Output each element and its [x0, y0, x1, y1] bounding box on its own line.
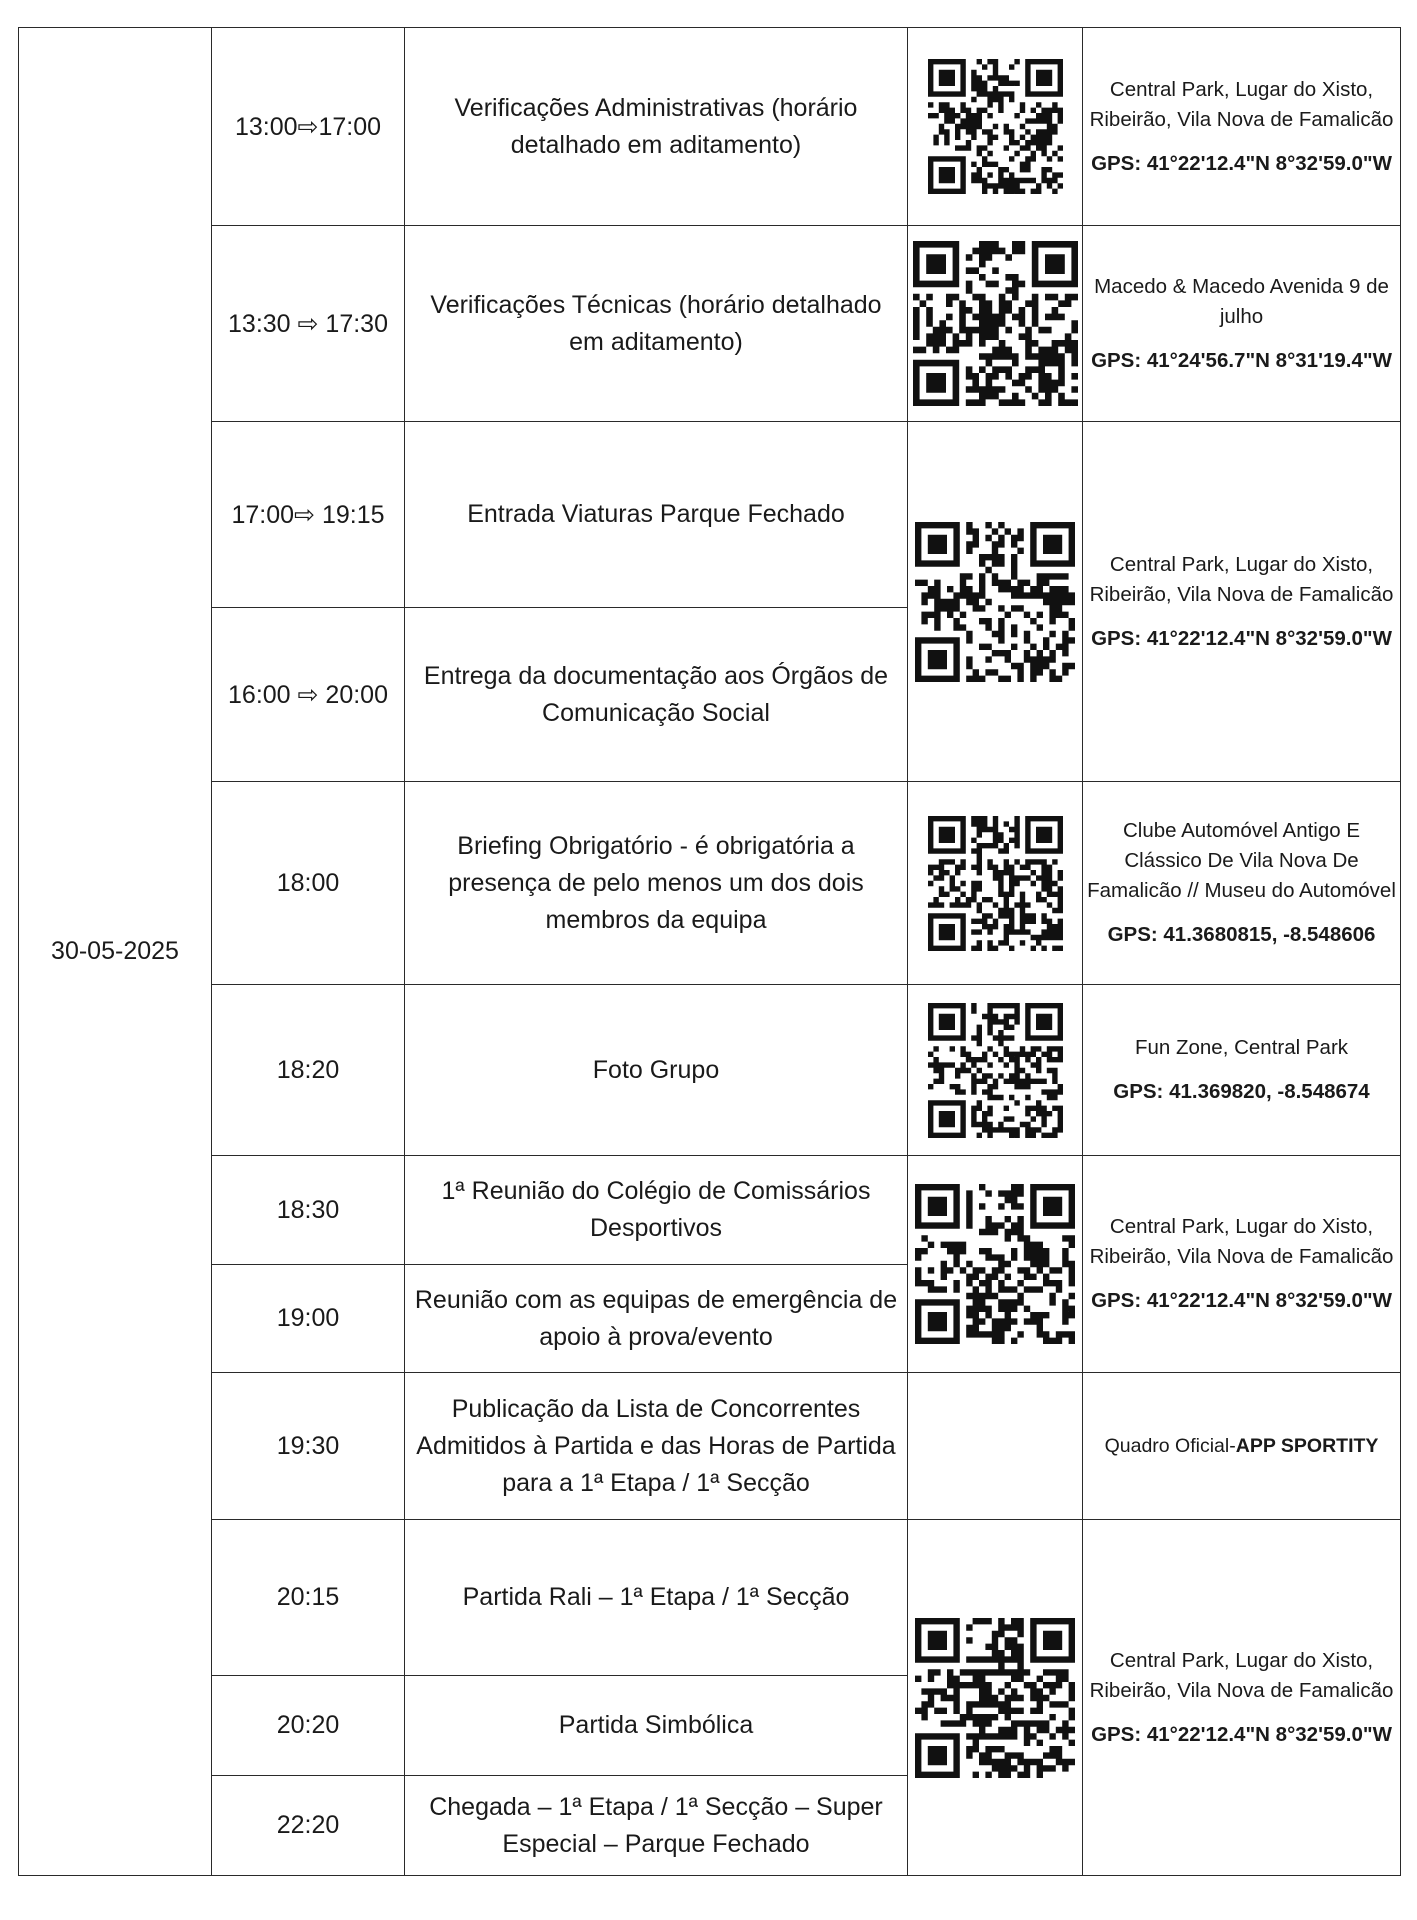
- qr-cell: [908, 1156, 1083, 1373]
- location-cell: [1083, 1373, 1401, 1520]
- location-cell: [1083, 782, 1401, 985]
- location-cell: [1083, 422, 1401, 782]
- activity-cell: 1ª Reunião do Colégio de Comissários Desportivos: [405, 1156, 908, 1265]
- location-address: Clube Automóvel Antigo E Clássico De Vila Nova De Famalicão // Museu do Automóvel: [1087, 819, 1396, 902]
- activity-cell: Chegada – 1ª Etapa / 1ª Secção – Super Especial – Parque Fechado: [405, 1776, 908, 1876]
- table-row: [19, 1156, 1401, 1265]
- location-gps: GPS: 41°22'12.4"N 8°32'59.0"W: [1091, 626, 1392, 650]
- qr-pattern: [915, 522, 1075, 682]
- empty-cell: [908, 1373, 1083, 1520]
- location-gps: GPS: 41°22'12.4"N 8°32'59.0"W: [1091, 1289, 1392, 1312]
- time-cell: 18:20: [212, 985, 405, 1156]
- qr-pattern: [913, 241, 1078, 406]
- table-row: [19, 226, 1401, 422]
- location-address: Central Park, Lugar do Xisto, Ribeirão, Vila Nova de Famalicão: [1089, 552, 1394, 606]
- schedule-table: [18, 27, 1401, 1876]
- qr-code-icon[interactable]: [915, 1184, 1075, 1344]
- qr-cell: [908, 28, 1083, 226]
- activity-cell: Verificações Técnicas (horário detalhado em aditamento): [405, 226, 908, 422]
- table-row: [19, 1520, 1401, 1676]
- activity-cell: Entrega da documentação aos Órgãos de Comunicação Social: [405, 608, 908, 782]
- time-cell: 13:30 ⇨ 17:30: [212, 226, 405, 422]
- location-gps: GPS: 41.369820, -8.548674: [1113, 1080, 1370, 1103]
- qr-cell: [908, 1520, 1083, 1876]
- qr-code-icon[interactable]: [913, 241, 1078, 406]
- location-address: Quadro Oficial-: [1104, 1435, 1236, 1457]
- location-address: Macedo & Macedo Avenida 9 de julho: [1094, 274, 1389, 328]
- table-row: [19, 422, 1401, 608]
- location-address: Central Park, Lugar do Xisto, Ribeirão, Vila Nova de Famalicão: [1089, 1648, 1394, 1702]
- time-cell: 19:30: [212, 1373, 405, 1520]
- activity-cell: Reunião com as equipas de emergência de apoio à prova/evento: [405, 1265, 908, 1373]
- qr-pattern: [915, 1618, 1075, 1778]
- activity-cell: Briefing Obrigatório - é obrigatória a presença de pelo menos um dos dois membros da equipa: [405, 782, 908, 985]
- activity-cell: Verificações Administrativas (horário detalhado em aditamento): [405, 28, 908, 226]
- qr-code-icon[interactable]: [915, 522, 1075, 682]
- table-row: [19, 985, 1401, 1156]
- table-row: [19, 28, 1401, 226]
- location-cell: [1083, 28, 1401, 226]
- qr-pattern: [915, 1184, 1075, 1344]
- qr-code-icon[interactable]: [928, 816, 1063, 951]
- table-row: [19, 782, 1401, 985]
- qr-cell: [908, 985, 1083, 1156]
- qr-code-icon[interactable]: [928, 1003, 1063, 1138]
- time-cell: 16:00 ⇨ 20:00: [212, 608, 405, 782]
- time-cell: 20:15: [212, 1520, 405, 1676]
- location-gps: GPS: 41°22'12.4"N 8°32'59.0"W: [1091, 151, 1392, 175]
- table-row: [19, 1373, 1401, 1520]
- location-address: Central Park, Lugar do Xisto, Ribeirão, Vila Nova de Famalicão: [1089, 1215, 1394, 1268]
- time-cell: 17:00⇨ 19:15: [212, 422, 405, 608]
- activity-cell: Partida Simbólica: [405, 1676, 908, 1776]
- time-cell: 13:00⇨17:00: [212, 28, 405, 226]
- qr-cell: [908, 782, 1083, 985]
- time-cell: 19:00: [212, 1265, 405, 1373]
- qr-pattern: [928, 59, 1063, 194]
- location-cell: [1083, 226, 1401, 422]
- qr-cell: [908, 422, 1083, 782]
- time-cell: 20:20: [212, 1676, 405, 1776]
- activity-cell: Publicação da Lista de Concorrentes Admitidos à Partida e das Horas de Partida para a 1ª Etapa / 1ª Secção: [405, 1373, 908, 1520]
- qr-code-icon[interactable]: [915, 1618, 1075, 1778]
- activity-cell: Entrada Viaturas Parque Fechado: [405, 422, 908, 608]
- time-cell: 22:20: [212, 1776, 405, 1876]
- location-address: Fun Zone, Central Park: [1134, 1036, 1349, 1059]
- qr-cell: [908, 226, 1083, 422]
- time-cell: 18:30: [212, 1156, 405, 1265]
- location-cell: [1083, 1156, 1401, 1373]
- location-gps: GPS: 41°24'56.7"N 8°31'19.4"W: [1091, 348, 1392, 372]
- time-cell: 18:00: [212, 782, 405, 985]
- location-gps: GPS: 41.3680815, -8.548606: [1107, 923, 1376, 946]
- location-cell: [1083, 1520, 1401, 1876]
- location-cell: [1083, 985, 1401, 1156]
- date-cell: 30-05-2025: [19, 28, 212, 1876]
- qr-pattern: [928, 1003, 1063, 1138]
- qr-pattern: [928, 816, 1063, 951]
- app-name: APP SPORTITY: [1235, 1435, 1379, 1457]
- activity-cell: Partida Rali – 1ª Etapa / 1ª Secção: [405, 1520, 908, 1676]
- activity-cell: Foto Grupo: [405, 985, 908, 1156]
- qr-code-icon[interactable]: [928, 59, 1063, 194]
- location-gps: GPS: 41°22'12.4"N 8°32'59.0"W: [1091, 1722, 1392, 1746]
- location-address: Central Park, Lugar do Xisto, Ribeirão, Vila Nova de Famalicão: [1089, 77, 1394, 131]
